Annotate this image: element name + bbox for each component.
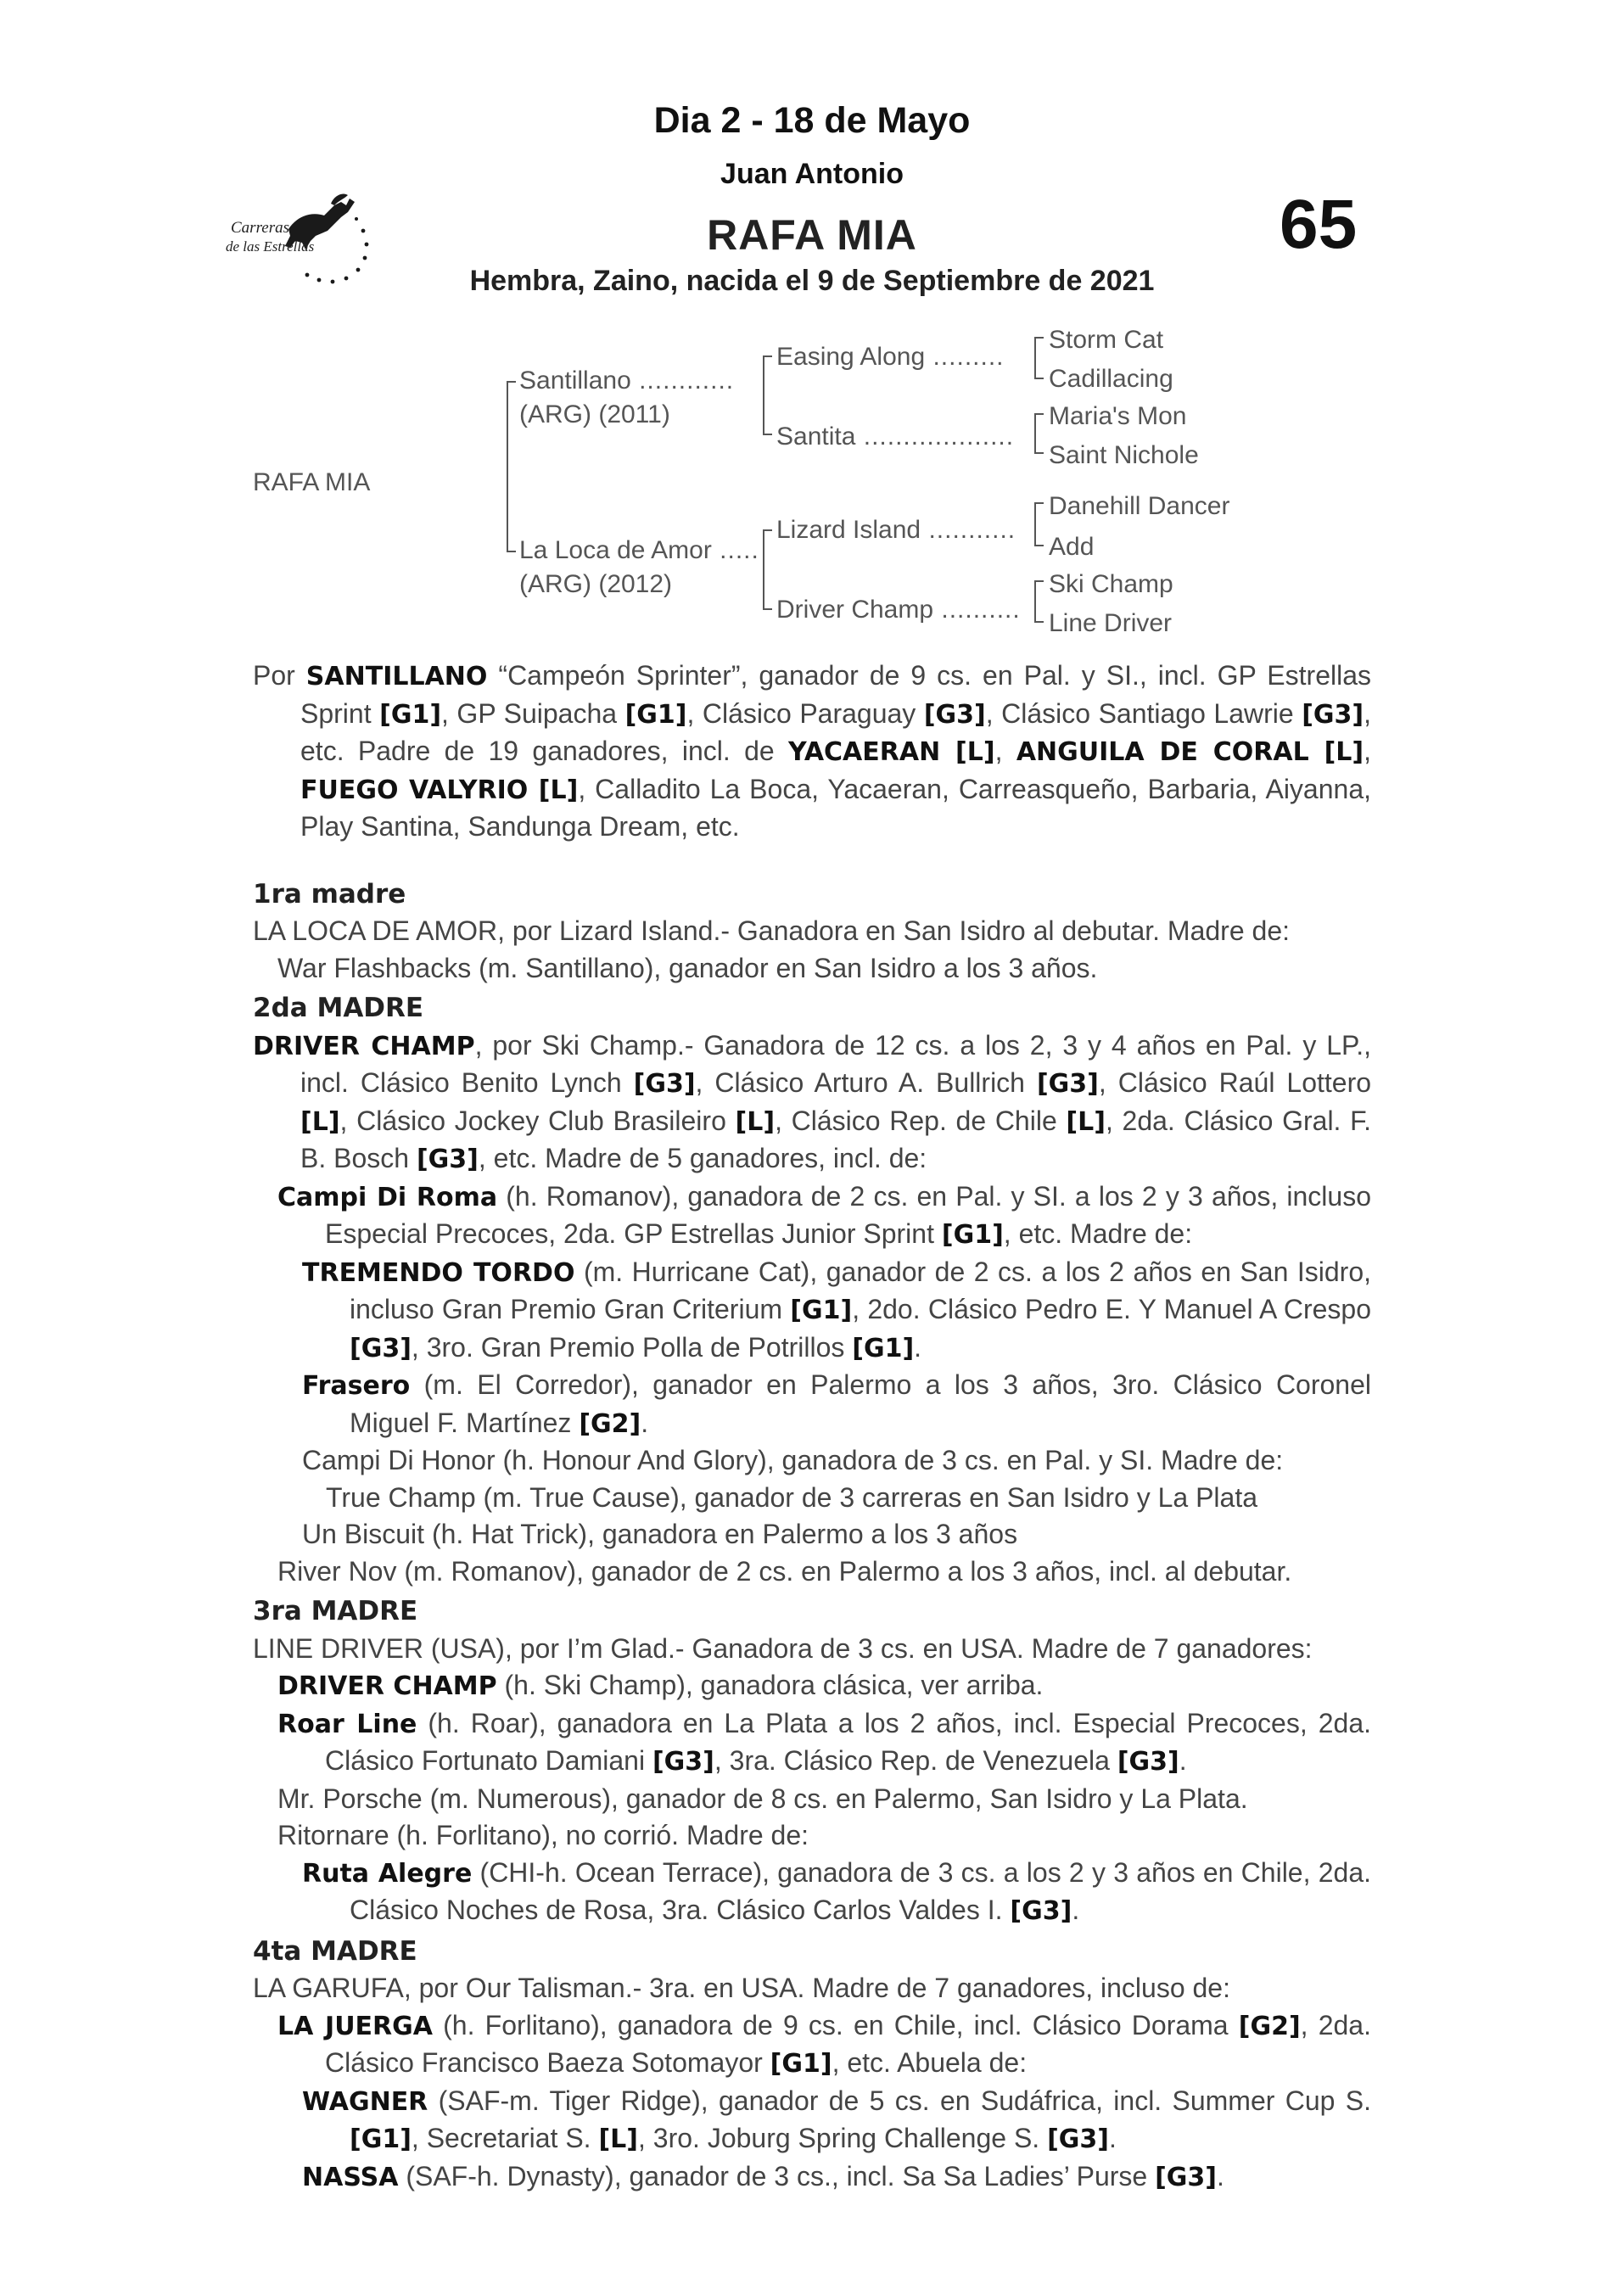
pedigree-ggp: Ski Champ xyxy=(1049,570,1173,598)
pedigree-lines xyxy=(0,0,1624,662)
bold-text: [G1] xyxy=(624,699,687,730)
bold-text: [G3] xyxy=(1047,2124,1109,2154)
bold-text: [L] xyxy=(300,1106,340,1137)
bold-text: NASSA xyxy=(302,2162,399,2192)
pedigree-dam: La Loca de Amor ..... xyxy=(519,536,759,564)
pedigree-ggp: Danehill Dancer xyxy=(1049,492,1230,520)
bold-text: ANGUILA DE CORAL [L] xyxy=(1016,737,1364,767)
offspring-entry: Roar Line (h. Roar), ganadora en La Plata a los 2 años, incl. Especial Precoces, 2da. Clásico Fortunato Damiani [G3], 3ra. Clásico Rep. de Venezuela [G3]. xyxy=(277,1707,1371,1777)
first-dam-entry: LA LOCA DE AMOR, por Lizard Island.- Ganadora en San Isidro al debutar. Madre de: xyxy=(253,915,1290,946)
bold-text: LA JUERGA xyxy=(277,2011,433,2041)
offspring-entry: TREMENDO TORDO (m. Hurricane Cat), ganador de 2 cs. a los 2 años en San Isidro, incluso Gran Premio Gran Criterium [G1], 2do. Clásico Pedro E. Y Manuel A Crespo [G3], 3ro. Gran Premio Polla de Potrillos [G1]. xyxy=(302,1256,1372,1363)
bold-text: [G3] xyxy=(1155,2162,1218,2192)
svg-text:Carreras: Carreras xyxy=(231,219,289,237)
bold-text: [L] xyxy=(735,1106,776,1137)
lot-number: 65 xyxy=(1280,186,1358,263)
bold-text: Roar Line xyxy=(277,1709,417,1739)
pedigree-sire-detail: (ARG) (2011) xyxy=(519,400,670,428)
bold-text: [L] xyxy=(598,2124,638,2154)
offspring-entry: Campi Di Honor (h. Honour And Glory), ganadora de 3 cs. en Pal. y SI. Madre de: xyxy=(302,1445,1284,1475)
pedigree-ggp: Maria's Mon xyxy=(1049,402,1187,430)
offspring-entry: Ritornare (h. Forlitano), no corrió. Madre de: xyxy=(277,1820,809,1850)
offspring-entry: True Champ (m. True Cause), ganador de 3 carreras en San Isidro y La Plata xyxy=(326,1481,1258,1513)
offspring-entry: Campi Di Roma (h. Romanov), ganadora de 2 cs. en Pal. y SI. a los 2 y 3 años, incluso Especial Precoces, 2da. GP Estrellas Junior Sprint [G1], etc. Madre de: xyxy=(277,1180,1372,1250)
bold-text: [G3] xyxy=(1036,1069,1099,1099)
bold-text: [G1] xyxy=(350,2124,412,2154)
pedigree-dam-dam: Driver Champ .......... xyxy=(776,596,1021,624)
horse-name: RAFA MIA xyxy=(707,211,917,259)
bold-text: [G1] xyxy=(941,1220,1004,1250)
pedigree-ggp: Storm Cat xyxy=(1049,326,1164,354)
bold-text: [G3] xyxy=(350,1333,412,1363)
pedigree-ggp: Line Driver xyxy=(1049,609,1173,637)
pedigree-ggp: Saint Nichole xyxy=(1049,441,1199,469)
catalog-body xyxy=(253,658,1371,2196)
bold-text: [G2] xyxy=(1238,2011,1301,2041)
bold-text: [G1] xyxy=(852,1333,915,1363)
bold-text: [G3] xyxy=(1302,699,1364,730)
section-heading-third-dam: 3ra MADRE xyxy=(253,1596,418,1626)
pedigree-sire-dam: Santita ................... xyxy=(776,423,1015,451)
third-dam-entry: LINE DRIVER (USA), por I’m Glad.- Ganadora de 3 cs. en USA. Madre de 7 ganadores: xyxy=(253,1632,1313,1664)
bold-text: FUEGO VALYRIO [L] xyxy=(300,775,579,805)
offspring-entry: War Flashbacks (m. Santillano), ganador en San Isidro a los 3 años. xyxy=(277,952,1098,983)
bold-text: [G3] xyxy=(923,699,986,730)
bold-text: TREMENDO TORDO xyxy=(302,1257,575,1288)
pedigree-ggp: Cadillacing xyxy=(1049,365,1173,393)
owner-name: Juan Antonio xyxy=(720,158,904,190)
pedigree-subject: RAFA MIA xyxy=(253,468,371,496)
offspring-entry: LA JUERGA (h. Forlitano), ganadora de 9 cs. en Chile, incl. Clásico Dorama [G2], 2da. Clásico Francisco Baeza Sotomayor [G1], etc. Abuela de: xyxy=(277,2009,1371,2079)
bold-text: DRIVER CHAMP xyxy=(253,1031,475,1061)
pedigree-ggp: Add xyxy=(1049,533,1095,561)
bold-text: Campi Di Roma xyxy=(277,1182,498,1212)
offspring-entry: River Nov (m. Romanov), ganador de 2 cs. en Palermo a los 3 años, incl. al debutar. xyxy=(277,1555,1292,1587)
offspring-entry: Un Biscuit (h. Hat Trick), ganadora en Palermo a los 3 años xyxy=(302,1519,1018,1549)
section-heading-second-dam: 2da MADRE xyxy=(253,993,424,1023)
horse-description: Hembra, Zaino, nacida el 9 de Septiembre de 2021 xyxy=(469,265,1155,297)
bold-text: [G3] xyxy=(1010,1896,1072,1926)
fourth-dam-entry: LA GARUFA, por Our Talisman.- 3ra. en USA. Madre de 7 ganadores, incluso de: xyxy=(253,1973,1230,2003)
bold-text: [G3] xyxy=(633,1069,696,1099)
bold-text: SANTILLANO xyxy=(305,662,488,691)
bold-text: [G1] xyxy=(379,699,442,730)
bold-text: [L] xyxy=(1066,1106,1106,1137)
bold-text: Frasero xyxy=(302,1371,411,1401)
bold-text: [G1] xyxy=(770,2049,832,2079)
pedigree-dam-sire: Lizard Island ........... xyxy=(776,516,1016,544)
svg-text:de las Estrellas: de las Estrellas xyxy=(226,238,315,255)
offspring-entry: WAGNER (SAF-m. Tiger Ridge), ganador de 5 cs. en Sudáfrica, incl. Summer Cup S. [G1], Secretariat S. [L], 3ro. Joburg Spring Challenge S. [G3]. xyxy=(302,2085,1371,2154)
offspring-entry: DRIVER CHAMP (h. Ski Champ), ganadora clásica, ver arriba. xyxy=(277,1670,1044,1701)
bold-text: [G3] xyxy=(652,1747,714,1777)
pedigree-sire: Santillano ............ xyxy=(519,367,735,395)
bold-text: WAGNER xyxy=(302,2086,428,2117)
offspring-entry: Frasero (m. El Corredor), ganador en Palermo a los 3 años, 3ro. Clásico Coronel Miguel F. Martínez [G2]. xyxy=(302,1369,1371,1439)
sire-paragraph: Por SANTILLANO “Campeón Sprinter”, ganador de 9 cs. en Pal. y SI., incl. GP Estrellas Sprint [G1], GP Suipacha [G1], Clásico Paraguay [G3], Clásico Santiago Lawrie [G3], etc. Padre de 19 ganadores, incl. de YACAERAN [L], ANGUILA DE CORAL [L], FUEGO VALYRIO [L], Calladito La Boca, Yacaeran, Carreasqueño, Barbaria, Aiyanna, Play Santina, Sandunga Dream, etc. xyxy=(253,660,1372,842)
bold-text: [G3] xyxy=(416,1145,479,1174)
bold-text: DRIVER CHAMP xyxy=(277,1671,497,1701)
bold-text: [G2] xyxy=(579,1408,641,1439)
offspring-entry: Ruta Alegre (CHI-h. Ocean Terrace), ganadora de 3 cs. a los 2 y 3 años en Chile, 2da. Clásico Noches de Rosa, 3ra. Clásico Carlos Valdes I. [G3]. xyxy=(302,1856,1371,1926)
section-heading-fourth-dam: 4ta MADRE xyxy=(253,1935,417,1967)
bold-text: YACAERAN [L] xyxy=(787,737,995,767)
pedigree-sire-sire: Easing Along ......... xyxy=(776,343,1005,371)
page-day-heading: Dia 2 - 18 de Mayo xyxy=(653,100,971,141)
pedigree-dam-detail: (ARG) (2012) xyxy=(519,570,673,598)
offspring-entry: NASSA (SAF-h. Dynasty), ganador de 3 cs., incl. Sa Sa Ladies’ Purse [G3]. xyxy=(302,2160,1224,2192)
section-heading-first-dam: 1ra madre xyxy=(253,878,406,910)
bold-text: [G3] xyxy=(1117,1747,1179,1777)
bold-text: [G1] xyxy=(790,1296,853,1325)
bold-text: Ruta Alegre xyxy=(302,1858,473,1889)
offspring-entry: Mr. Porsche (m. Numerous), ganador de 8 cs. en Palermo, San Isidro y La Plata. xyxy=(277,1783,1248,1814)
second-dam-entry: DRIVER CHAMP, por Ski Champ.- Ganadora de 12 cs. a los 2, 3 y 4 años en Pal. y LP., incl. Clásico Benito Lynch [G3], Clásico Arturo A. Bullrich [G3], Clásico Raúl Lottero [L], Clásico Jockey Club Brasileiro [L], Clásico Rep. de Chile [L], 2da. Clásico Gral. F. B. Bosch [G3], etc. Madre de 5 ganadores, incl. de: xyxy=(253,1029,1372,1174)
